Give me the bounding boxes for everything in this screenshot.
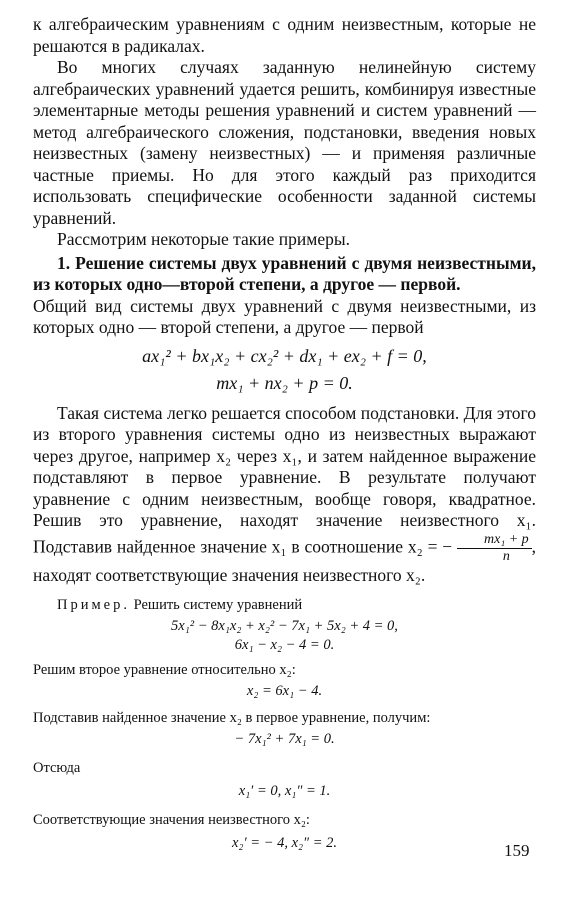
equation-general-quadratic: ax₁² + bx₁x₂ + cx₂² + dx₁ + ex₂ + f = 0, (142, 345, 427, 366)
equation-after-substitution: − 7x₁² + 7x₁ = 0. (234, 731, 335, 747)
substitution-relation-text: значение x₁ в соотношение x₂ = − (200, 536, 453, 557)
example-text: Решить систему уравнений (133, 597, 303, 613)
solve-second-equation: Решим второе уравнение относительно x₂: (33, 662, 296, 678)
equation-x2-expression: x₂ = 6x₁ − 4. (246, 683, 323, 699)
paragraph-substitution-method (33, 403, 536, 587)
page-number: 159 (504, 841, 530, 860)
equation-roots-x2: x₂′ = − 4, x₂″ = 2. (231, 835, 338, 851)
paragraph-intro: Во многих случаях заданную нелинейную систему алгебраических уравнений удается решить, комбинируя известные элементарные методы решения уравнений и систем уравнений — метод алгебраического сложения, подстановки, введения новых неизвестных (замену неизвестных) — и применяя различные частные приемы. Но для этого каждый раз приходится использовать специфические особенности заданной системы уравнений. (33, 57, 536, 228)
section-heading: 1. Решение системы двух уравнений с двумя неизвестными, из которых одно—второй степени, а другое — первой. (33, 252, 536, 294)
equation-general-linear: mx₁ + nx₂ + p = 0. (216, 372, 353, 393)
substitution-conclusion: , находят соответствующие значения неизвестного x₂. (33, 536, 537, 585)
substitution-sentence: Подставив найденное значение x₂ в первое уравнение, получим: (33, 710, 431, 726)
equation-example-linear: 6x₁ − x₂ − 4 = 0. (234, 637, 335, 653)
substitution-text: Такая система легко решается способом подстановки. Для этого из второго уравнения системы одно из неизвестных выражают через другое, например x₂ через x₁, и затем найденное выражение подставляют в первое уравнение. В результате получают уравнение с одним неизвестным, вообще говоря, квадратное. Решив это уравнение, находят значение неизвестного x₁. Подставив найденное (33, 402, 536, 557)
equation-example-quadratic: 5x₁² − 8x₁x₂ + x₂² − 7x₁ + 5x₂ + 4 = 0, (171, 618, 398, 634)
paragraph-examples-lead: Рассмотрим некоторые такие примеры. (57, 229, 350, 249)
fraction-numerator: mx₁ + p (457, 532, 532, 549)
hence-label: Отсюда (33, 760, 81, 776)
corresponding-values-label: Соответствующие значения неизвестного x₂: (33, 812, 310, 828)
example-label: Пример. (57, 597, 130, 613)
fraction-denominator: n (502, 548, 510, 564)
page-content (33, 14, 536, 853)
example-intro (33, 596, 536, 615)
equation-roots-x1: x₁′ = 0, x₁″ = 1. (238, 783, 331, 799)
fraction (457, 532, 532, 565)
paragraph-continuation: к алгебраическим уравнениям с одним неизвестным, которые не решаются в радикалах. (33, 14, 536, 56)
paragraph-general-form: Общий вид системы двух уравнений с двумя неизвестными, из которых одно — второй степени, а другое — первой (33, 295, 536, 337)
